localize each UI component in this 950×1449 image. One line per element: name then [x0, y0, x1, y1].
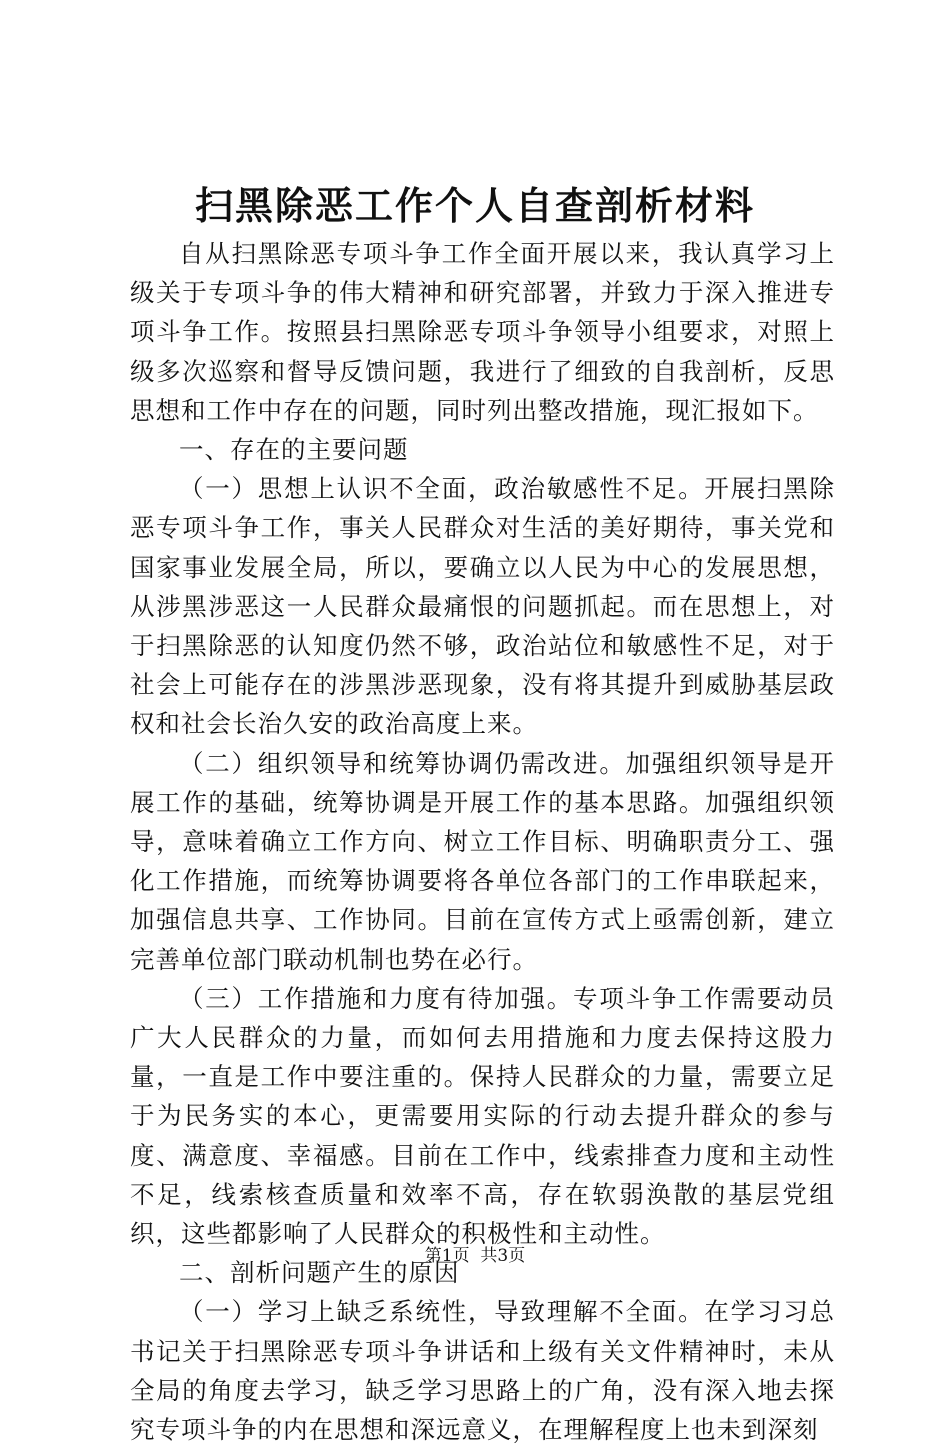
page-footer [0, 1244, 950, 1268]
section-heading-problems: 一、存在的主要问题 [179, 435, 409, 465]
problem-paragraph-2: （二）组织领导和统筹协调仍需改进。加强组织领导是开展工作的基础，统筹协调是开展工作的基本思路。加强组织领导，意味着确立工作方向、树立工作目标、明确职责分工、强化工作措施，而统筹协调要将各单位各部门的工作串联起来，加强信息共享、工作协同。目前在宣传方式上亟需创新，建立完善单位部门联动机制也势在必行。 [130, 748, 835, 974]
intro-paragraph: 自从扫黑除恶专项斗争工作全面开展以来，我认真学习上级关于专项斗争的伟大精神和研究部署，并致力于深入推进专项斗争工作。按照县扫黑除恶专项斗争领导小组要求，对照上级多次巡察和督导反馈问题，我进行了细致的自我剖析，反思思想和工作中存在的问题，同时列出整改措施，现汇报如下。 [130, 239, 835, 425]
page-number: 第1页 共3页 [424, 1246, 526, 1266]
problem-paragraph-1: （一）思想上认识不全面，政治敏感性不足。开展扫黑除恶专项斗争工作，事关人民群众对生活的美好期待，事关党和国家事业发展全局，所以，要确立以人民为中心的发展思想，从涉黑涉恶这一人民群众最痛恨的问题抓起。而在思想上，对于扫黑除恶的认知度仍然不够，政治站位和敏感性不足，对于社会上可能存在的涉黑涉恶现象，没有将其提升到威胁基层政权和社会长治久安的政治高度上来。 [130, 474, 835, 739]
section-heading-causes: 二、剖析问题产生的原因 [179, 1258, 460, 1288]
problem-paragraph-3: （三）工作措施和力度有待加强。专项斗争工作需要动员广大人民群众的力量，而如何去用措施和力度去保持这股力量，一直是工作中要注重的。保持人民群众的力量，需要立足于为民务实的本心，更需要用实际的行动去提升群众的参与度、满意度、幸福感。目前在工作中，线索排查力度和主动性不足，线索核查质量和效率不高，存在软弱涣散的基层党组织，这些都影响了人民群众的积极性和主动性。 [130, 983, 835, 1249]
cause-paragraph-1: （一）学习上缺乏系统性，导致理解不全面。在学习习总书记关于扫黑除恶专项斗争讲话和上级有关文件精神时，未从全局的角度去学习，缺乏学习思路上的广角，没有深入地去探究专项斗争的内在思想和深远意义，在理解程度上也未到深刻 [130, 1297, 835, 1445]
document-title: 扫黑除恶工作个人自查剖析材料 [194, 183, 755, 228]
